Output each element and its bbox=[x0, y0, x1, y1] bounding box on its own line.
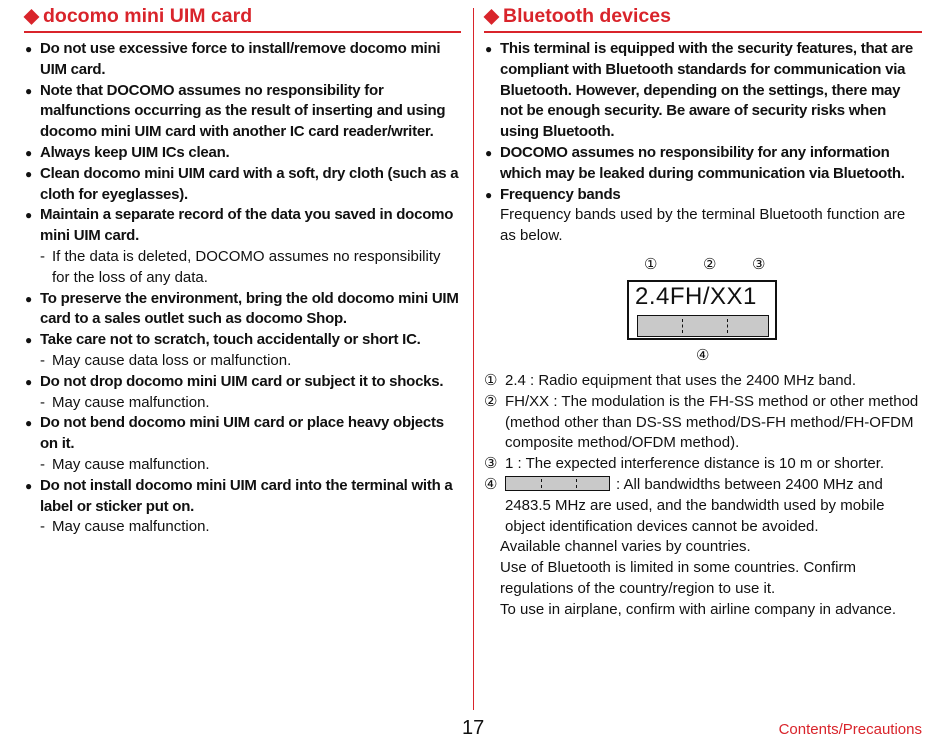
frequency-description: Frequency bands used by the terminal Bluetooth function are as below. bbox=[500, 206, 906, 245]
band-tick bbox=[682, 319, 683, 333]
uim-item-text: Do not install docomo mini UIM card into the terminal with a label or sticker put on. bbox=[40, 476, 453, 515]
page-number: 17 bbox=[462, 717, 485, 739]
sub-note-text: If the data is deleted, DOCOMO assumes no responsibility for the loss of any data. bbox=[52, 247, 441, 286]
band-bar bbox=[637, 315, 769, 337]
frequency-code: 2.4FH/XX1 bbox=[635, 282, 757, 310]
list-item bbox=[24, 143, 461, 164]
band-tick bbox=[576, 479, 577, 488]
marker-1: ① bbox=[644, 255, 658, 273]
legend-item-4: ④ : All bandwidths between 2400 MHz and 2483.5 MHz are used, and the bandwidth used by mobile object identification devices cannot be avoided. bbox=[484, 475, 885, 535]
list-item bbox=[24, 289, 461, 331]
frequency-band-diagram bbox=[484, 251, 922, 371]
list-item bbox=[24, 413, 461, 475]
bullet-icon: ● bbox=[25, 478, 33, 493]
bt-item-text: DOCOMO assumes no responsibility for any information which may be leaked during communication via Bluetooth. bbox=[500, 143, 905, 182]
bullet-icon: ● bbox=[485, 187, 493, 202]
uim-item-text: Do not use excessive force to install/remove docomo mini UIM card. bbox=[40, 40, 441, 78]
right-column bbox=[484, 0, 922, 621]
bullet-icon: ● bbox=[25, 291, 33, 306]
uim-item-text: Clean docomo mini UIM card with a soft, dry cloth (such as a cloth for eyeglasses). bbox=[40, 164, 459, 203]
sub-note-text: May cause malfunction. bbox=[52, 393, 210, 411]
sub-note-text: May cause malfunction. bbox=[52, 455, 210, 473]
section-title-uim: ◆ docomo mini UIM card bbox=[24, 5, 461, 33]
bullet-icon: ● bbox=[25, 208, 33, 223]
bullet-icon: ● bbox=[25, 145, 33, 160]
bullet-icon: ● bbox=[25, 333, 33, 348]
legend-item-1: ① 2.4 : Radio equipment that uses the 2400 MHz band. bbox=[484, 371, 857, 389]
list-item bbox=[24, 39, 461, 81]
list-item bbox=[24, 81, 461, 143]
bullet-icon: ● bbox=[25, 166, 33, 181]
band-tick bbox=[541, 479, 542, 488]
uim-item-text: Always keep UIM ICs clean. bbox=[40, 143, 230, 161]
list-item bbox=[24, 476, 461, 538]
note-country-limits: Use of Bluetooth is limited in some countries. Confirm regulations of the country/region to use it. bbox=[500, 559, 856, 597]
diamond-icon: ◆ bbox=[484, 5, 499, 27]
uim-item-text: Do not bend docomo mini UIM card or place heavy objects on it. bbox=[40, 414, 444, 453]
legend-item-3: ③ 1 : The expected interference distance is 10 m or shorter. bbox=[484, 455, 885, 473]
note-channel: Available channel varies by countries. bbox=[500, 538, 751, 556]
bt-item-text: This terminal is equipped with the security features, that are compliant with Bluetooth standards for communication via Bluetooth. However, depending on the settings, there may not be enough security. Be aware of security risks when using Bluetooth. bbox=[500, 40, 913, 141]
bullet-icon: ● bbox=[25, 374, 33, 389]
dash-glyph: - bbox=[40, 518, 45, 536]
frequency-legend bbox=[484, 371, 922, 537]
sub-note bbox=[40, 351, 461, 372]
frequency-heading: Frequency bands bbox=[500, 185, 621, 203]
sub-note-text: May cause data loss or malfunction. bbox=[52, 351, 292, 369]
list-item bbox=[24, 372, 461, 414]
uim-item-text: Do not drop docomo mini UIM card or subject it to shocks. bbox=[40, 372, 444, 390]
list-item bbox=[24, 164, 461, 206]
uim-item-text: Take care not to scratch, touch accidentally or short IC. bbox=[40, 331, 421, 349]
section-title-bluetooth: ◆ Bluetooth devices bbox=[484, 5, 922, 33]
contents-precautions-link[interactable]: Contents/Precautions bbox=[778, 721, 922, 738]
bullet-icon: ● bbox=[485, 42, 493, 56]
left-column bbox=[24, 0, 461, 538]
frequency-label-box bbox=[627, 280, 777, 340]
bullet-icon: ● bbox=[25, 416, 33, 431]
note-airplane: To use in airplane, confirm with airline company in advance. bbox=[500, 600, 897, 618]
band-tick bbox=[727, 319, 728, 333]
sub-note bbox=[40, 393, 461, 414]
dash-glyph: - bbox=[40, 351, 45, 369]
sub-note bbox=[40, 247, 461, 289]
band-bar-mini bbox=[505, 476, 610, 491]
bullet-icon: ● bbox=[25, 83, 33, 98]
bluetooth-precaution-list bbox=[484, 39, 922, 185]
dash-glyph: - bbox=[40, 393, 45, 411]
bullet-icon: ● bbox=[485, 145, 493, 160]
list-item bbox=[24, 330, 461, 372]
list-item-frequency bbox=[484, 185, 922, 247]
dash-glyph: - bbox=[40, 247, 45, 265]
list-item bbox=[484, 39, 922, 143]
marker-3: ③ bbox=[752, 255, 766, 273]
frequency-notes bbox=[484, 537, 922, 620]
list-item bbox=[484, 143, 922, 185]
uim-item-text: Maintain a separate record of the data you saved in docomo mini UIM card. bbox=[40, 206, 454, 245]
uim-item-text: To preserve the environment, bring the old docomo mini UIM card to a sales outlet such as docomo Shop. bbox=[40, 289, 459, 328]
legend-item-2: ② FH/XX : The modulation is the FH-SS method or other method (method other than DS-SS method/DS-FH method/FH-OFDM composite method/OFDM method). bbox=[484, 392, 919, 452]
sub-note bbox=[40, 517, 461, 538]
marker-4: ④ bbox=[696, 346, 710, 364]
dash-glyph: - bbox=[40, 455, 45, 473]
list-item bbox=[24, 205, 461, 288]
diamond-icon: ◆ bbox=[24, 5, 39, 27]
sub-note bbox=[40, 455, 461, 476]
column-divider bbox=[473, 8, 474, 710]
sub-note-text: May cause malfunction. bbox=[52, 518, 210, 536]
bullet-icon: ● bbox=[25, 42, 33, 56]
uim-precaution-list bbox=[24, 39, 461, 538]
marker-2: ② bbox=[703, 255, 717, 273]
uim-item-text: Note that DOCOMO assumes no responsibility for malfunctions occurring as the result of inserting and using docomo mini UIM card with another IC card reader/writer. bbox=[40, 81, 446, 141]
